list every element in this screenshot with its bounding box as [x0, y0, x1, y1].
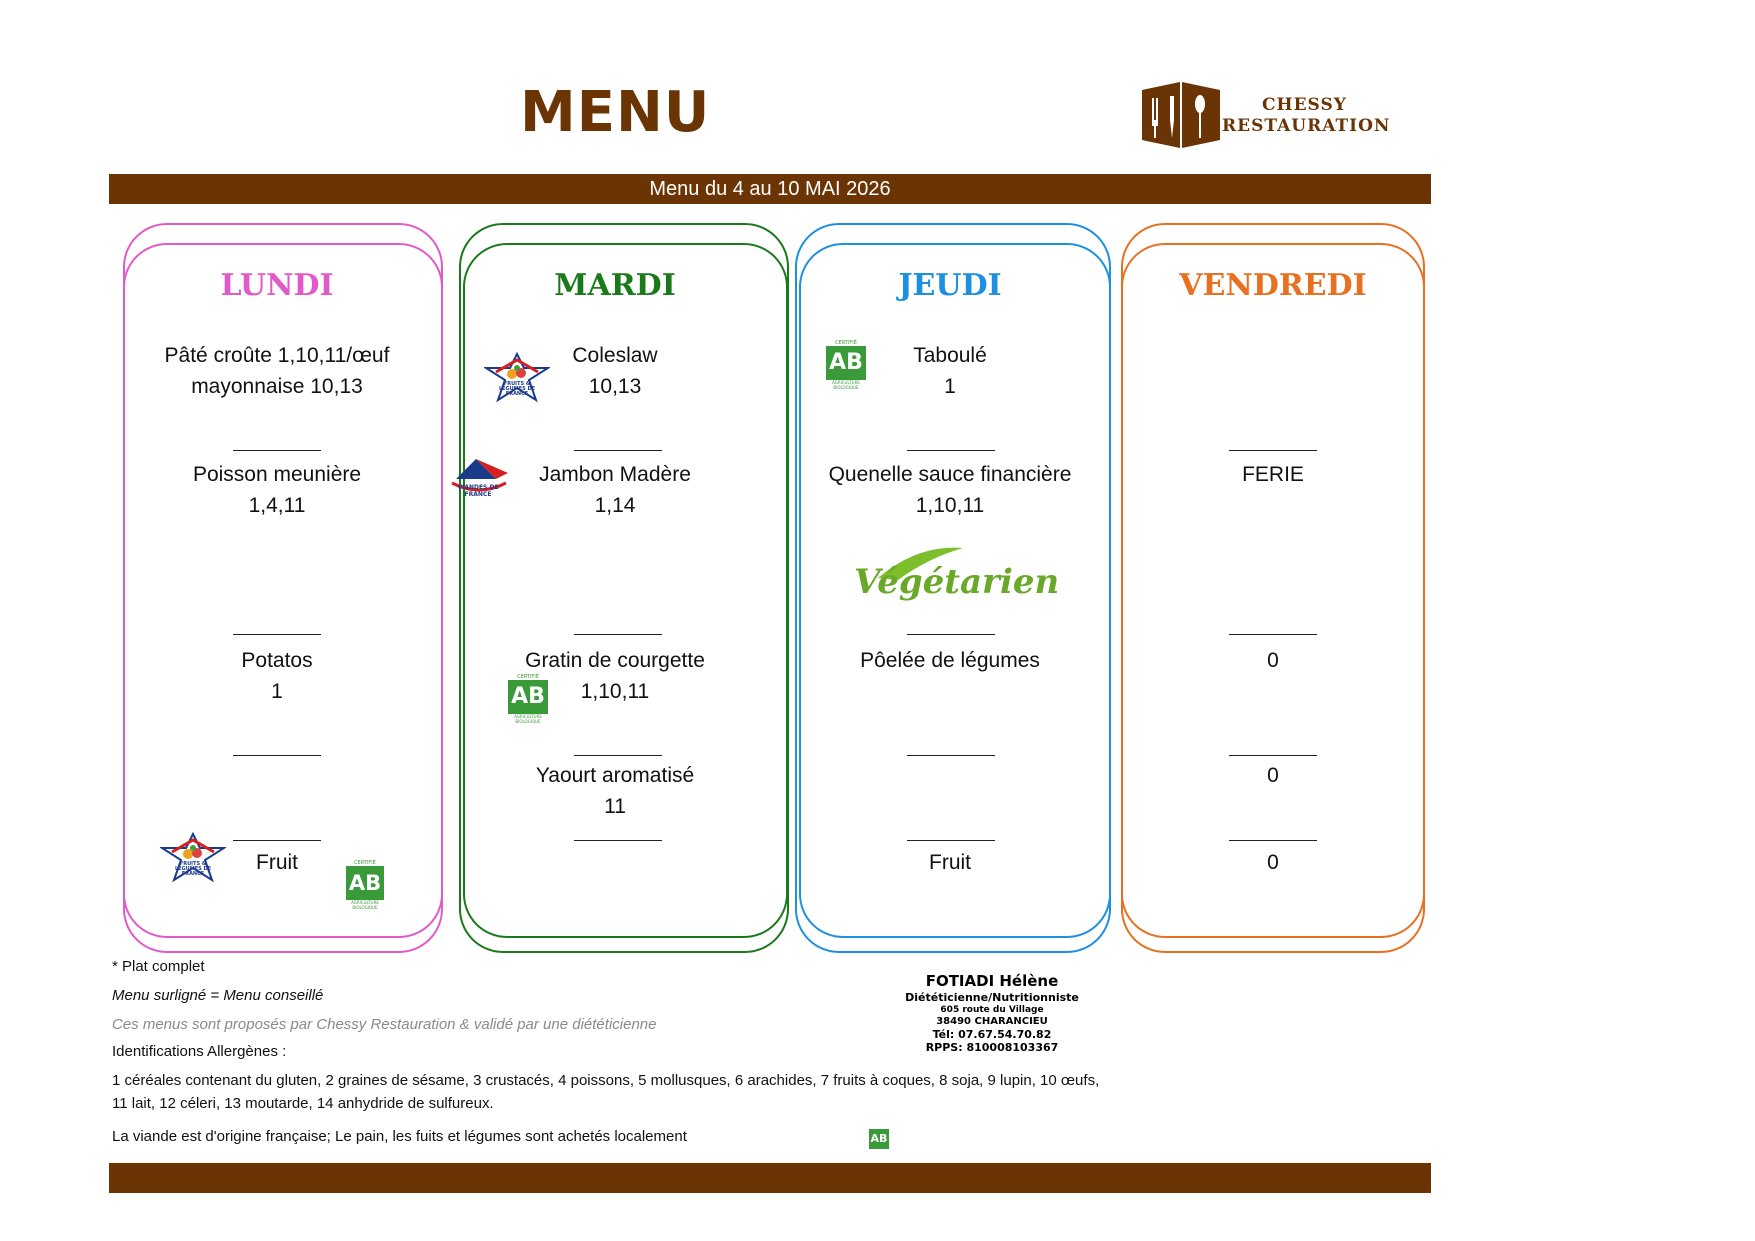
vendredi-dairy — [1123, 760, 1423, 791]
cutlery-building-icon — [1140, 80, 1230, 150]
separator — [907, 755, 995, 756]
dish-line: 1,4,11 — [248, 494, 306, 517]
dish-line: 1 — [944, 375, 956, 398]
brand-name-line2: RESTAURATION — [1222, 116, 1391, 136]
ab-logo-icon: AB — [508, 680, 548, 714]
lundi-side — [127, 645, 427, 707]
dish-line: FERIE — [1242, 463, 1304, 486]
vendredi-card — [1121, 243, 1425, 938]
separator — [574, 840, 662, 841]
ab-bottom-label: AGRICULTURE BIOLOGIQUE — [832, 380, 860, 390]
separator — [1229, 634, 1317, 635]
page-title: MENU — [520, 80, 711, 145]
ab-top-label: CERTIFIÉ — [517, 674, 539, 680]
separator — [574, 450, 662, 451]
day-title-mardi: MARDI — [554, 268, 676, 303]
ab-badge-lundi — [346, 860, 384, 912]
separator — [907, 450, 995, 451]
dietitian-rpps: RPPS: 810008103367 — [925, 1041, 1059, 1054]
separator — [907, 840, 995, 841]
dish-line: 11 — [604, 795, 626, 818]
dietitian-role: Diététicienne/Nutritionniste — [905, 991, 1079, 1004]
date-range-bar: Menu du 4 au 10 MAI 2026 — [109, 174, 1431, 204]
dietitian-street: 605 route du Village — [940, 1005, 1044, 1015]
fruits-legumes-france-label: FRUITS & LÉGUMES DE FRANCE — [498, 381, 536, 397]
ab-badge-mardi — [508, 674, 548, 726]
dish-line: Quenelle sauce financière — [828, 463, 1072, 486]
ab-bottom-label: AGRICULTURE BIOLOGIQUE — [351, 900, 379, 910]
separator — [574, 755, 662, 756]
dietitian-stamp — [872, 972, 1112, 1060]
footer-origin: La viande est d'origine française; Le pain, les fuits et légumes sont achetés localement — [112, 1128, 687, 1145]
day-title-lundi: LUNDI — [220, 268, 334, 303]
separator — [233, 840, 321, 841]
separator — [907, 634, 995, 635]
ab-bottom-label: AGRICULTURE BIOLOGIQUE — [514, 714, 542, 724]
ab-logo-icon: AB — [346, 866, 384, 900]
ab-logo-icon: AB — [826, 346, 866, 380]
day-title-jeudi: JEUDI — [898, 268, 1002, 303]
separator — [574, 634, 662, 635]
vendredi-main — [1123, 459, 1423, 490]
ab-top-label: CERTIFIÉ — [835, 340, 857, 346]
dish-line: Potatos — [241, 649, 313, 672]
vegetarien-badge — [848, 540, 1060, 610]
footer-plat-complet: * Plat complet — [112, 958, 205, 975]
dietitian-name: FOTIADI Hélène — [925, 972, 1059, 990]
separator — [1229, 755, 1317, 756]
footer-allergens-title: Identifications Allergènes : — [112, 1043, 287, 1060]
dish-line: Fruit — [256, 851, 298, 874]
ab-top-label: CERTIFIÉ — [354, 860, 376, 866]
footer-menu-conseille: Menu surligné = Menu conseillé — [112, 987, 324, 1004]
dish-line: 0 — [1267, 851, 1279, 874]
dish-line: 1,14 — [594, 494, 636, 517]
dish-line: Poisson meunière — [192, 463, 362, 486]
separator — [233, 450, 321, 451]
jeudi-dessert — [800, 847, 1100, 878]
dish-line: Coleslaw — [572, 344, 658, 367]
dish-line: Yaourt aromatisé — [535, 764, 695, 787]
jeudi-side — [800, 645, 1100, 676]
dish-line: 0 — [1267, 764, 1279, 787]
dish-line: Taboulé — [913, 344, 987, 367]
dish-line: 0 — [1267, 649, 1279, 672]
bottom-bar — [109, 1163, 1431, 1193]
dietitian-city: 38490 CHARANCIEU — [936, 1016, 1048, 1027]
jeudi-main — [790, 459, 1110, 521]
separator — [1229, 840, 1317, 841]
mardi-dairy — [465, 760, 765, 822]
footer-note: Ces menus sont proposés par Chessy Restauration & validé par une diététicienne — [112, 1016, 657, 1033]
ab-badge-footer — [869, 1126, 889, 1152]
dish-line: Pôelée de légumes — [860, 649, 1040, 672]
lundi-main — [127, 459, 427, 521]
dish-line: Pâté croûte 1,10,11/œuf — [164, 344, 390, 367]
dish-line: 1,10,11 — [580, 680, 650, 703]
brand-name-line1: CHESSY — [1262, 95, 1347, 115]
dish-line: 10,13 — [588, 375, 642, 398]
fruits-legumes-france-label: FRUITS & LÉGUMES DE FRANCE — [174, 861, 212, 877]
vegetarien-label: Végétarien — [854, 562, 1060, 602]
separator — [1229, 450, 1317, 451]
vendredi-dessert — [1123, 847, 1423, 878]
separator — [233, 755, 321, 756]
brand-logo — [1140, 80, 1390, 150]
lundi-starter — [127, 340, 427, 402]
day-title-vendredi: VENDREDI — [1179, 268, 1367, 303]
ab-logo-icon: AB — [869, 1129, 889, 1149]
vendredi-side — [1123, 645, 1423, 676]
dish-line: 1,10,11 — [915, 494, 985, 517]
dish-line: mayonnaise 10,13 — [191, 375, 363, 398]
viandes-france-label: VIANDES DE FRANCE — [457, 484, 499, 498]
dish-line: 1 — [271, 680, 283, 703]
footer-allergens-line2: 11 lait, 12 céleri, 13 moutarde, 14 anhydride de sulfureux. — [112, 1095, 494, 1112]
separator — [233, 634, 321, 635]
footer-allergens-line1: 1 céréales contenant du gluten, 2 graines de sésame, 3 crustacés, 4 poissons, 5 mollusques, 6 arachides, 7 fruits à coques, 8 soja, 9 lupin, 10 œufs, — [112, 1072, 1100, 1089]
dish-line: Fruit — [929, 851, 971, 874]
dietitian-phone: Tél: 07.67.54.70.82 — [932, 1028, 1052, 1041]
dish-line: Jambon Madère — [539, 463, 691, 486]
dish-line: Gratin de courgette — [525, 649, 705, 672]
ab-badge-jeudi — [826, 340, 866, 392]
